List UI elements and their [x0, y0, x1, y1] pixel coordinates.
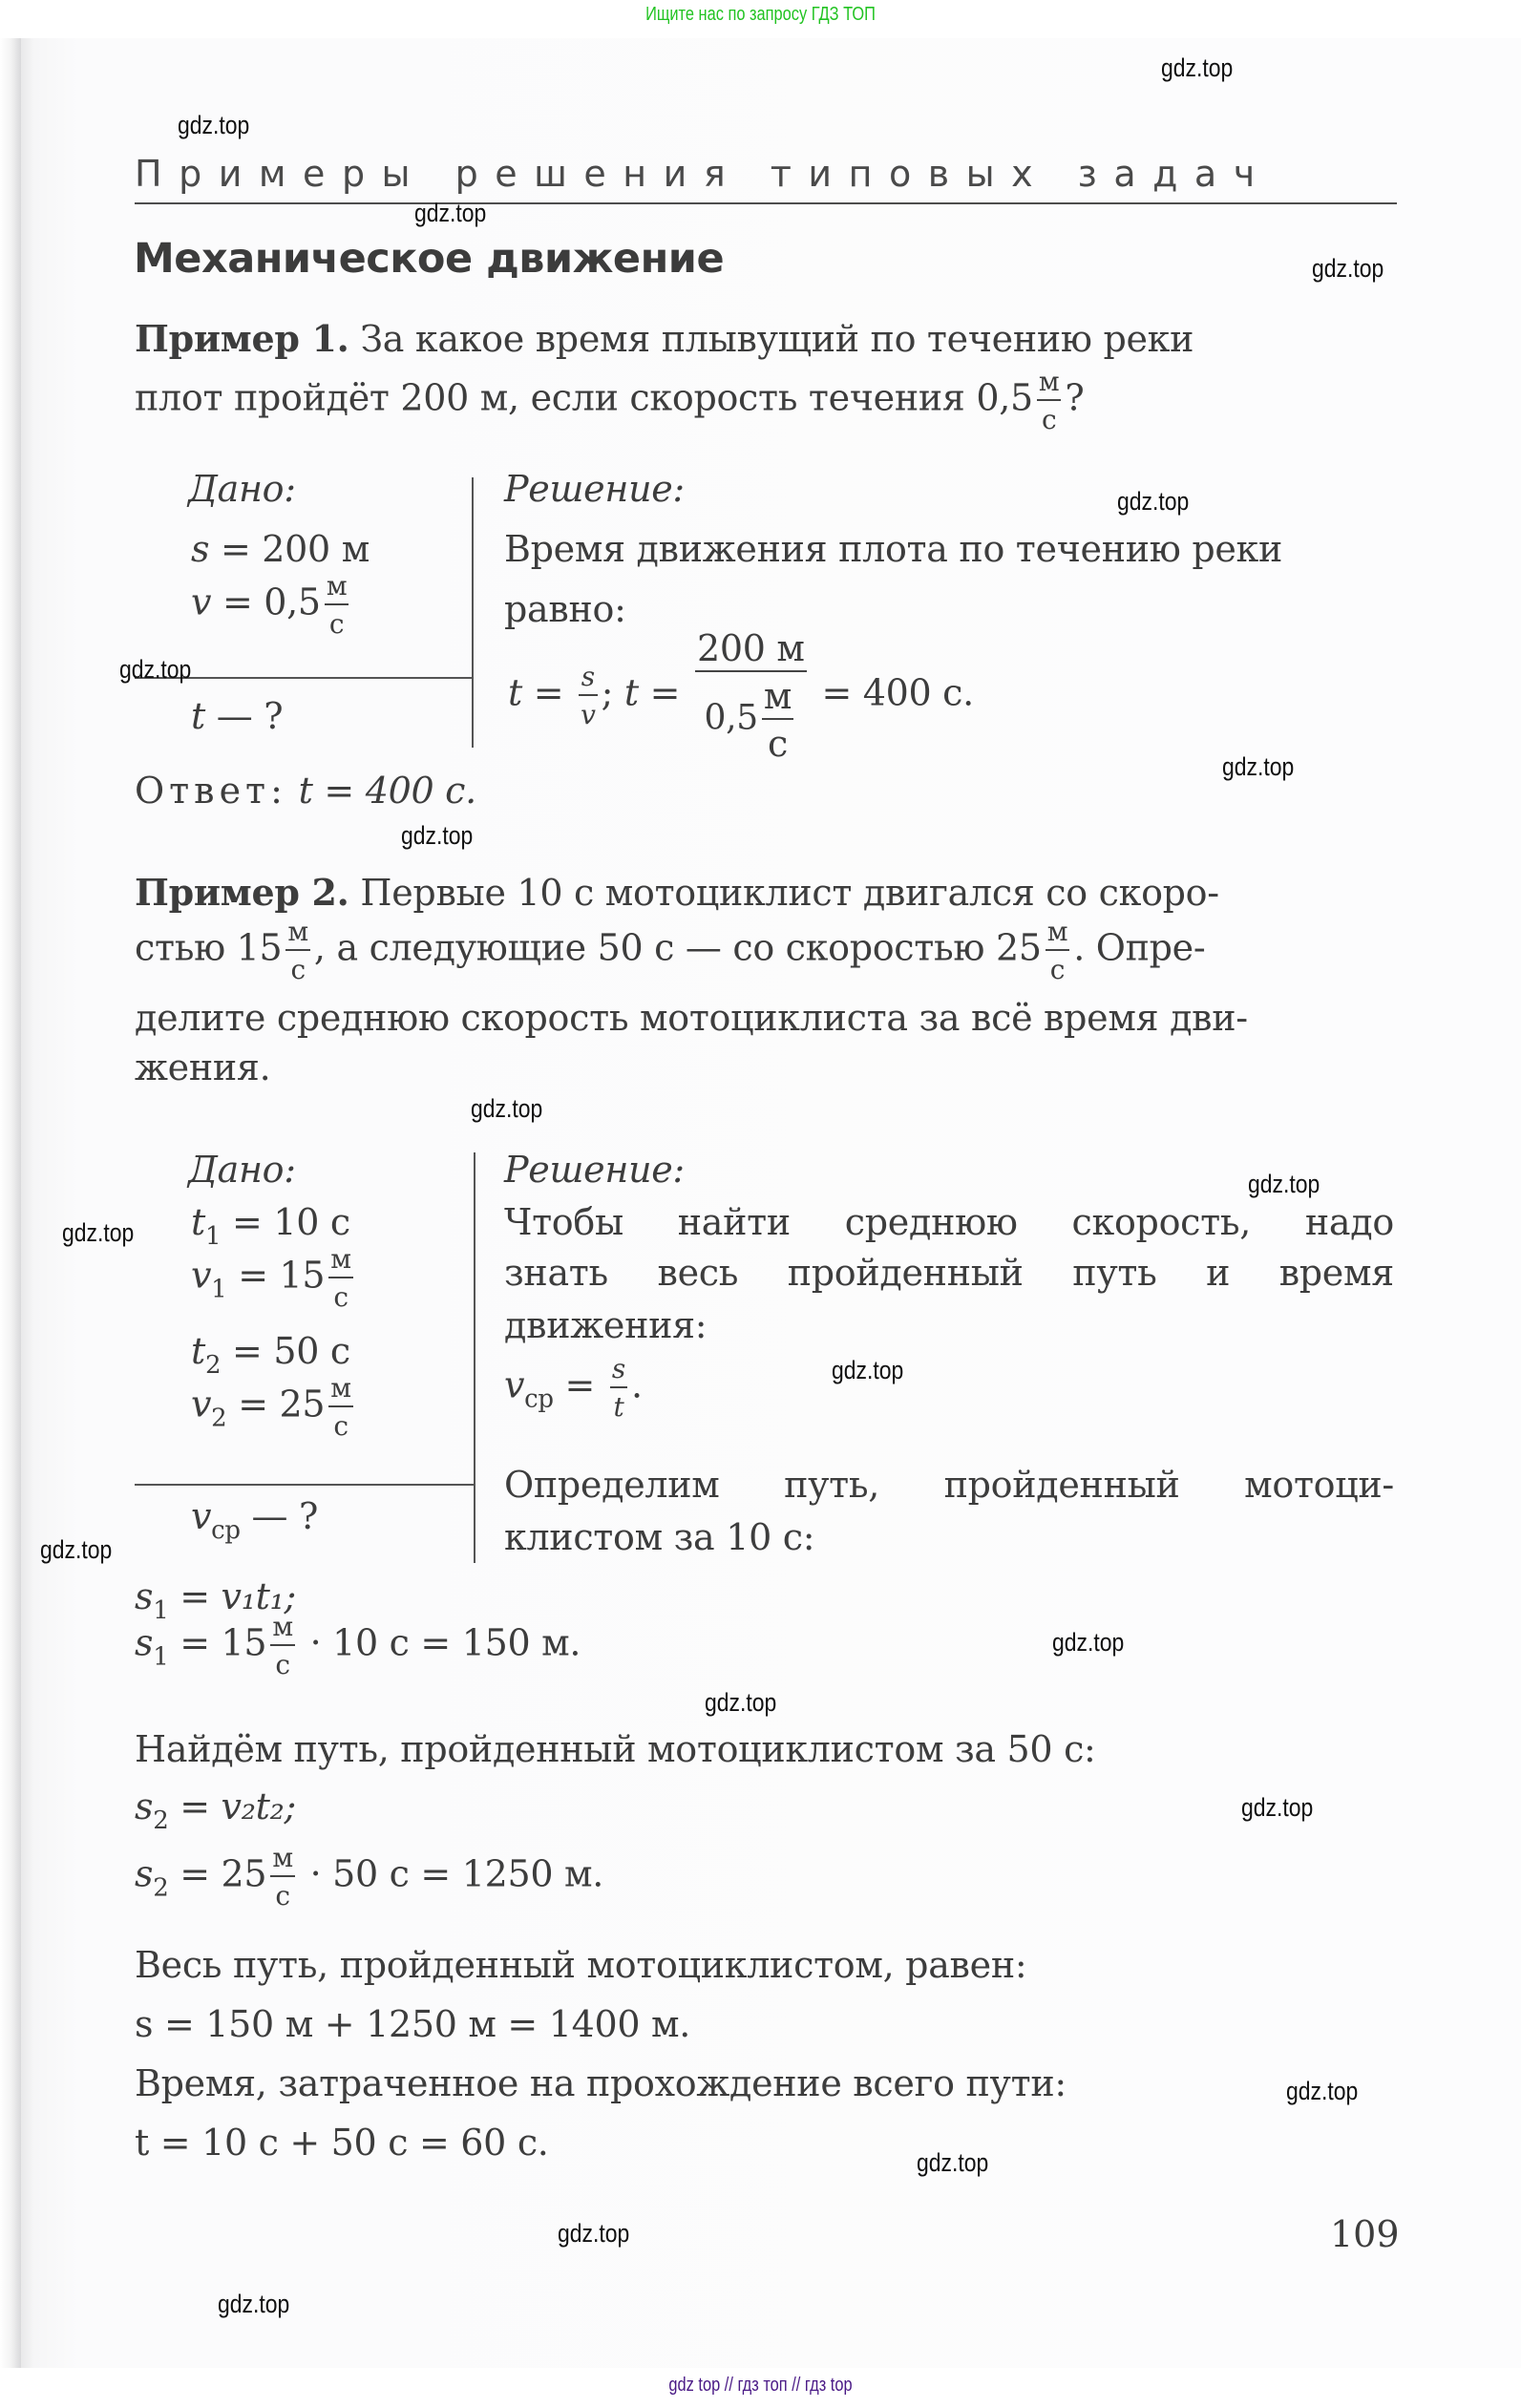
- watermark: gdz.top: [1241, 1793, 1314, 1822]
- watermark: gdz.top: [1052, 1628, 1125, 1657]
- section-title: Примеры решения типовых задач: [135, 153, 1272, 195]
- given-item: $v_1 = 15$ $\frac{м}{с}$: [191, 1243, 351, 1313]
- given-divider-vertical: [474, 1152, 475, 1563]
- solution-text: клистом за 10 с:: [504, 1516, 815, 1558]
- watermark: gdz.top: [832, 1356, 904, 1384]
- watermark: gdz.top: [1161, 53, 1234, 82]
- watermark: gdz.top: [62, 1218, 135, 1247]
- example2-label: Пример 2.: [135, 871, 349, 914]
- find-item: t — ?: [191, 695, 284, 737]
- solution-formula: t = $\frac{s}{v}$ ; t = 200 м 0,5 $\frac{м}{с}$ = 400 с.: [508, 627, 974, 765]
- footer-links[interactable]: gdz top // гдз топ // гдз top: [668, 2375, 853, 2396]
- watermark: gdz.top: [471, 1094, 543, 1123]
- watermark: gdz.top: [705, 1688, 777, 1717]
- example2-question-line3: делите среднюю скорость мотоциклиста за всё время дви-: [135, 997, 1248, 1039]
- watermark: gdz.top: [1312, 254, 1384, 283]
- watermark: gdz.top: [178, 111, 250, 139]
- solution-text-justified: знать весь пройденный путь и время: [504, 1252, 1394, 1294]
- solution-text: Время движения плота по течению реки: [504, 528, 1283, 570]
- solution-text-justified: Чтобы найти среднюю скорость, надо: [504, 1201, 1394, 1243]
- given-item: $t_1 = 10$ с: [191, 1201, 350, 1251]
- total-time-text: Время, затраченное на прохождение всего пути:: [135, 2062, 1067, 2104]
- s1-calculation: $s_1 = 15$ $\frac{м}{с}$ · 10 с = 150 м.: [135, 1611, 581, 1680]
- given-item: $v_2 = 25$ $\frac{м}{с}$: [191, 1372, 351, 1442]
- example2-question-line1: Пример 2. Первые 10 с мотоциклист двигался со скоро-: [135, 871, 1219, 914]
- watermark: gdz.top: [119, 655, 192, 684]
- solution-text-justified: Определим путь, пройденный мотоци-: [504, 1464, 1394, 1506]
- total-path-text: Весь путь, пройденный мотоциклистом, равен:: [135, 1944, 1027, 1986]
- example1-question-line2: плот пройдёт 200 м, если скорость течения 0,5 $\frac{м}{с}$ ?: [135, 366, 1085, 435]
- watermark: gdz.top: [1117, 487, 1190, 516]
- watermark: gdz.top: [917, 2148, 989, 2177]
- topic-heading: Механическое движение: [134, 235, 725, 283]
- solution-header: Решение:: [504, 468, 685, 510]
- example1-label: Пример 1.: [135, 317, 349, 360]
- solution-text: равно:: [504, 588, 626, 630]
- given-item: s = 200 м: [191, 528, 370, 570]
- page-edge-shadow: [0, 38, 21, 2368]
- unit-fraction: $\frac{м}{с}$: [1038, 366, 1060, 435]
- top-banner[interactable]: Ищите нас по запросу ГДЗ ТОП: [645, 4, 876, 25]
- example1-answer: Ответ: t = 400 с.: [135, 770, 476, 812]
- watermark: gdz.top: [40, 1535, 113, 1564]
- watermark: gdz.top: [1286, 2077, 1359, 2105]
- avg-speed-formula: $v_{ср}$ = $\frac{s}{t}$ .: [504, 1353, 643, 1423]
- given-item: v = 0,5 $\frac{м}{с}$: [191, 570, 348, 640]
- example2-question-line4: жения.: [135, 1046, 271, 1088]
- given-item: $t_2 = 50$ с: [191, 1330, 350, 1380]
- watermark: gdz.top: [414, 199, 487, 227]
- watermark: gdz.top: [558, 2219, 630, 2248]
- watermark: gdz.top: [401, 821, 474, 850]
- given-divider-horizontal: [135, 1484, 475, 1486]
- s2-calculation: $s_2 = 25$ $\frac{м}{с}$ · 50 с = 1250 м.: [135, 1842, 604, 1912]
- watermark: gdz.top: [218, 2290, 290, 2318]
- s1-formula: $s_1 = v_1t_1$;: [135, 1575, 297, 1625]
- total-path: s = 150 м + 1250 м = 1400 м.: [135, 2003, 691, 2045]
- solution-text: движения:: [504, 1304, 708, 1346]
- find-item: $v_{ср}$ — ?: [191, 1495, 319, 1545]
- total-time: t = 10 с + 50 с = 60 с.: [135, 2122, 549, 2164]
- given-header: Дано:: [188, 468, 296, 510]
- example2-question-line2: стью 15 $\frac{м}{с}$ , а следующие 50 с — со скоростью 25 $\frac{м}{с}$ . Опре-: [135, 916, 1206, 985]
- page-number: 109: [1330, 2213, 1400, 2255]
- section-title-underline: [135, 202, 1397, 204]
- given-divider-vertical: [472, 477, 474, 748]
- find-s2-text: Найдём путь, пройденный мотоциклистом за 50 с:: [135, 1728, 1096, 1770]
- watermark: gdz.top: [1222, 752, 1295, 781]
- s2-formula: $s_2 = v_2t_2$;: [135, 1785, 297, 1835]
- watermark: gdz.top: [1248, 1170, 1320, 1198]
- solution-header: Решение:: [504, 1149, 685, 1191]
- example1-question-line1: Пример 1. За какое время плывущий по течению реки: [135, 317, 1194, 360]
- given-header: Дано:: [188, 1149, 296, 1191]
